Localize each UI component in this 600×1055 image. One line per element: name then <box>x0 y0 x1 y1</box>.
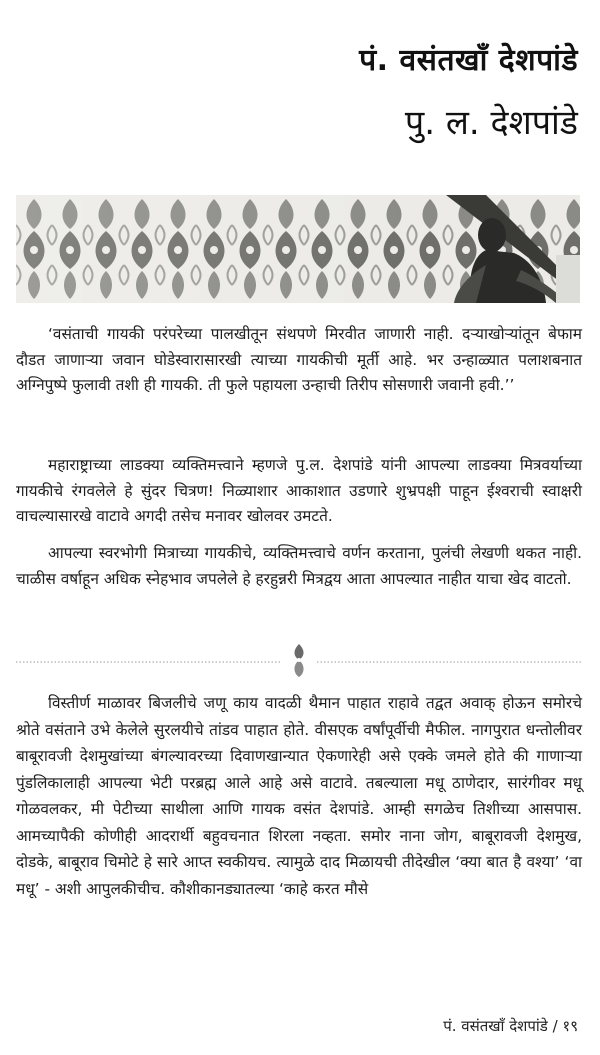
chapter-title: पं. वसंतखाँ देशपांडे <box>359 43 578 78</box>
body-paragraph: महाराष्ट्राच्या लाडक्या व्यक्तिमत्त्वाने म्हणजे पु.ल. देशपांडे यांनी आपल्या लाडक्या मित्रवर्याच्या गायकीचे रंगवलेले हे सुंदर चित्रण! निळ्याशार आकाशात उडणारे शुभ्रपक्षी पाहून ईश्वराची स्वाक्षरी वाचल्यासारखे वाटावे अगदी तसेच मनावर खोलवर उमटते. <box>16 456 582 525</box>
body-paragraph: आपल्या स्वरभोगी मित्राच्या गायकीचे, व्यक्तिमत्त्वाचे वर्णन करताना, पुलंची लेखणी थकत नाही. चाळीस वर्षाहून अधिक स्नेहभाव जपलेले हे हरहुन्नरी मित्रद्वय आता आपल्यात नाहीत याचा खेद वाटतो. <box>16 544 582 588</box>
author-name: पु. ल. देशपांडे <box>404 103 578 143</box>
page-footer: पं. वसंतखाँ देशपांडे / १९ <box>443 1017 578 1035</box>
quote-paragraph: ‘वसंताची गायकी परंपरेच्या पालखीतून संथपणे मिरवीत जाणारी नाही. दऱ्याखोऱ्यांतून बेफाम दौडत जाणाऱ्या जवान घोडेस्वारासारखी त्याच्या गायकीची मूर्ती आहे. भर उन्हाळ्यात पलाशबनात अग्निपुष्पे फुलावी तशी ही गायकी. ती फुले पहायला उन्हाची तिरीप सोसणारी जवानी हवी.’’ <box>16 325 582 394</box>
section-divider <box>16 640 582 680</box>
body-paragraph: विस्तीर्ण माळावर बिजलीचे जणू काय वादळी थैमान पाहात राहावे तद्वत अवाक् होऊन समोरचे श्रोते वसंताने उभे केलेले सुरलयीचे तांडव पाहात होते. वीसएक वर्षांपूर्वीची मैफील. नागपुरात धन्तोलीवर बाबूरावजी देशमुखांच्या बंगल्यावरच्या दिवाणखान्यात ऐकणारेही असे एक्के जमले होते की गाणाऱ्या पुंडलिकालाही आपल्या भेटी परब्रह्म आले आहे असे वाटावे. तबल्याला मधू ठाणेदार, सारंगीवर मधू गोळवलकर, मी पेटीच्या साथीला आणि गायक वसंत देशपांडे. आम्ही सगळेच तिशीच्या आसपास. आमच्यापैकी कोणीही आदरार्थी बहुवचनात शिरला नव्हता. समोर नाना जोग, बाबूरावजी देशमुख, दोडके, बाबूराव चिमोटे हे सारे आप्त स्वकीयच. त्यामुळे दाद मिळायची तीदेखील ‘क्या बात है वश्या’ ‘वा मधू’ - अशी आपुलकीचीच. कौशीकानड्यातल्या ‘काहे करत मौसे <box>16 694 582 898</box>
decorative-banner <box>16 195 580 303</box>
